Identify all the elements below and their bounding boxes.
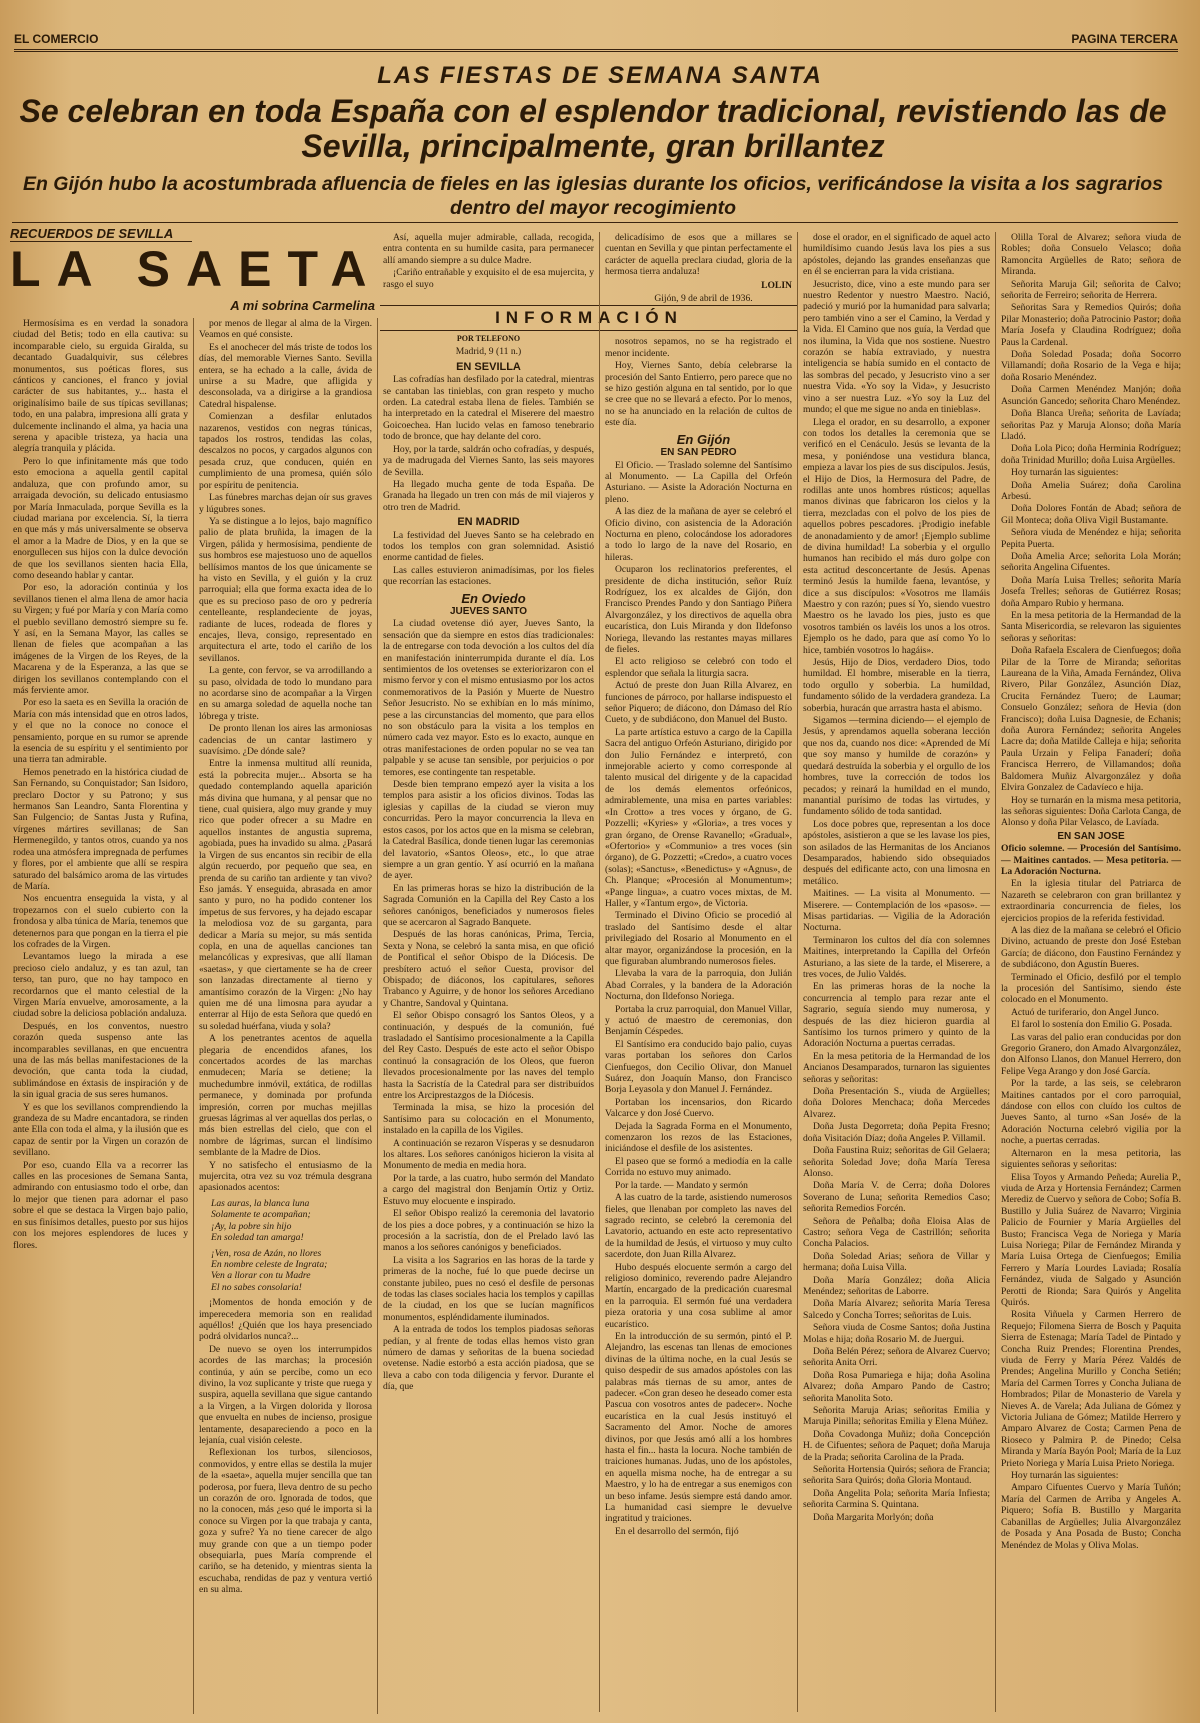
saeta-verse — [211, 1248, 372, 1294]
news-paragraph: El señor Obispo realizó la ceremonia del lavatorio de los pies a doce pobres, y a continuación se hizo la procesión a la sacristía, don de el Prelado lavó las manos a los señores canónigos y beneficiados. — [383, 1208, 594, 1254]
news-paragraph: Llevaba la vara de la parroquia, don Julián Abad Corrales, y la bandera de la Adoración Nocturna, don Ildefonso Noriega. — [605, 968, 792, 1003]
news-paragraph: Doña María González; doña Alicia Menéndez; señoritas de Laborre. — [803, 1274, 990, 1297]
verse-line: En soledad tan amarga! — [211, 1232, 304, 1244]
saeta-column-2 — [194, 318, 378, 1714]
running-head — [14, 32, 1178, 52]
news-paragraph: Rosita Viñuela y Carmen Herrero de Requejo; Filomena Sierra de Bosch y Paquita Sierra de Estenaga; María Tadel de Pintado y Concha Ruiz Prendes; Florentina Prendes, viuda de Ferry y María Pérez Valdés de Prendes; Angelina Murillo y Concha Setién; María del Carmen Torres y Concha Juliana de Hombrados; Pilar de Monasterio de Varela y Nieves A. de Varela; Ada Juliana de Gómez y Victoria Juliana de Gómez; Matilde Herrero y Amparo Alvarez de Costa; Carmen Pena de Rioseco y Palmira P. de Pinedo; Celsa Miranda y María Bayón Pool; María de la Luz Prieto Noriega y María Luisa Prieto Noriega. — [1001, 1309, 1181, 1469]
news-paragraph: Por la tarde, a las cuatro, hubo sermón del Mandato a cargo del magistral don Benjamín Ortiz y Ortiz. Estuvo muy elocuente e inspirado. — [383, 1172, 594, 1207]
saeta-paragraph: Por eso la saeta es en Sevilla la oración de María con más intensidad que en otros lados, y el que no la conoce no conoce el pensamiento, porque en su rumor se aprende la esencia de su espíritu y el sentimiento por una tierra tan admirable. — [13, 697, 188, 766]
news-paragraph: Hoy, por la tarde, saldrán ocho cofradías, y después, ya de madrugada del Viernes Santo, las seis mayores de Sevilla. — [383, 443, 594, 478]
section-kicker: LAS FIESTAS DE SEMANA SANTA — [377, 62, 823, 89]
saeta-signature: LOLIN — [761, 279, 792, 291]
verse-line: Solamente te acompañan; — [211, 1209, 311, 1221]
news-paragraph: Terminada la misa, se hizo la procesión del Santísimo para su colocación en el Monumento, instalado en la capilla de los Vigiles. — [383, 1102, 594, 1137]
news-paragraph: Hoy turnarán las siguientes: — [1011, 467, 1119, 479]
news-paragraph: Elisa Toyos y Armando Peñeda; Aurelia P., viuda de Arza y Hortensia Fernández; Carmen Merediz de Cuervo y señora de Cobo; Sofía B. Bustillo y Julia Suárez de Navarro; Virginia Palicio de Fournier y María Argüelles del Busto; Francisca Vega de Noriega y María Luisa Noriega; Pilar de Fernández Miranda y María Luisa Ortega de Cienfuegos; Emilia Ferrero y María Lourdes Laviada; Rosalía Fernández, viuda de Salgado y Asunción Perotti de Rionda; Sara Quirós y Angelita Quirós. — [1001, 1171, 1181, 1308]
saeta-paragraph: La gente, con fervor, se va arrodillando a su paso, olvidada de todo lo mundano para no acordarse sino de acompañar a la Virgen en su amarga soledad de aquella noche tan lóbrega y triste. — [199, 665, 372, 722]
saeta-title: LA SAETA — [10, 241, 383, 297]
news-paragraph: El farol lo sostenía don Emilio G. Posada. — [1011, 1019, 1173, 1031]
news-paragraph: Doña Amelia Suárez; doña Carolina Arbesú. — [1001, 479, 1181, 502]
news-paragraph: Señorita Maruja Arias; señoritas Emilia y Maruja Pinilla; señoritas Emilia y Elena Múñez. — [803, 1405, 990, 1428]
news-paragraph: En la mesa petitoria de la Hermandad de los Ancianos Desamparados, turnaron las siguientes señoras y señoritas: — [803, 1050, 990, 1085]
news-paragraph: Actuó de turiferario, don Angel Junco. — [1011, 1006, 1159, 1018]
saeta-paragraph: Y es que los sevillanos comprendiendo la grandeza de su Madre encantadora, se rinden ante Ella con toda el alma, y la ilusión que es capaz de sentir por la Virgen un corazón de sevillano. — [13, 1101, 188, 1159]
saeta-dateline: Gijón, 9 de abril de 1936. — [654, 293, 753, 305]
saeta-paragraph: Las fúnebres marchas dejan oír sus graves y lúgubres sones. — [199, 492, 372, 515]
news-paragraph: dose el orador, en el significado de aquel acto humildísimo cuando Jesús lava los pies a sus apóstoles, dejando las grandes enseñanzas que en él se encierran para la vida cristiana. — [803, 232, 990, 278]
news-paragraph: Doña Lola Pico; doña Herminia Rodríguez; doña Trinidad Murillo; doña Luisa Argüelles. — [1001, 443, 1181, 466]
news-paragraph: Desde bien temprano empezó ayer la visita a los templos para asistir a los oficios divinos. Todas las iglesias y capillas de la ciudad se vieron muy concurridas. Pero la mayor concurrencia la lleva en estos casos, por los actos que en la misma se celebran, la Catedral Basílica, donde tienen lugar las ceremonias del lavatorio, «Santos Oleos», etc., lo que atrae siempre a un gran gentío. Y así ocurrió en la mañana de ayer. — [383, 779, 594, 882]
news-paragraph: Los doce pobres que, representan a los doce apóstoles, asistieron a que se les lavase los pies, son asilados de las Hermanitas de los Ancianos Desamparados, habiendo sido obsequiados después del edificante acto, con una limosna en metálico. — [803, 818, 990, 887]
news-paragraph: Por la tarde, a las seis, se celebraron Maitines cantados por el coro parroquial, dándose con ellos con cluído los cultos de Jueves Santo, al turno «San José» de la Adoración Nocturna celebró vigilia por la noche, a puertas cerradas. — [1001, 1078, 1181, 1147]
saeta-paragraph: A los penetrantes acentos de aquella plegaria de encendidos afanes, los concertados acordes de las marchas enmudecen; María se detiene; la muchedumbre inmóvil, extática, de rodillas permanece, y dominada por profunda impresión, corren por muchas mejillas gruesas lágrimas al ver aquellas dos perlas, o más bien estrellas del cielo, que con el nombre de lágrimas, surcan el lindísimo semblante de la Madre de Dios. — [199, 1033, 372, 1159]
news-paragraph: En las primeras horas de la noche la concurrencia al templo para rezar ante el Sagrario, seguía siendo muy numerosa, y después de las diez hicieron guardia al Santísimo los turnos primero y quinto de la Adoración Nocturna a puertas cerradas. — [803, 981, 990, 1050]
column-6 — [996, 232, 1186, 1712]
news-paragraph: Las cofradías han desfilado por la catedral, mientras se cantaban las tinieblas, con gran respeto y mucho orden. La catedral estaba llena de fieles. También se ha interpretado en la catedral el Miserere del maestro Goicoechea. Han lucido velas en famoso tenebrario todo de bronce, que hay delante del coro. — [383, 374, 594, 443]
news-paragraph: Portaba la cruz parroquial, don Manuel Villar, y actuó de maestro de ceremonias, don Benjamín Céspedes. — [605, 1003, 792, 1038]
news-paragraph: Ha llegado mucha gente de toda España. De Granada ha llegado un tren con más de mil viajeros y otro tren de Madrid. — [383, 478, 594, 513]
saeta-column-1 — [8, 318, 194, 1714]
news-paragraph: Doña Faustina Ruiz; señoritas de Gil Gelaera; señorita Soledad Jove; doña María Teresa Alonso. — [803, 1145, 990, 1179]
news-paragraph: Doña Carmen Menéndez Manjón; doña Asunción Gancedo; señorita Charo Menéndez. — [1001, 384, 1181, 407]
news-paragraph: Sigamos —termina diciendo— el ejemplo de Jesús, y aprendamos aquella soberana lección que nos da, cuando nos dice: «Aprended de Mí que soy manso y humilde de corazón» y quedará destruída la soberbia y el orgullo de los hombres, tuve la corrección de todos los pecados; y reinará la humildad en el mundo, manantial purísimo de todas las virtudes, y fundamento sólido de toda santidad. — [803, 715, 990, 818]
news-paragraph: La parte artística estuvo a cargo de la Capilla Sacra del antiguo Orfeón Asturiano, dirigido por don Julio Fernández e interpretó, con inmejorable acierto y como corresponde al talento musical del dirigente y de la capacidad de los demás elementos orfeónicos, admirablemente, una misa en partes variables: «In Crotto» a tres voces y órgano, de G. Pozzelli; «Kyries» y «Gloria», a tres voces y gran órgano, de Orense Ravanello; «Gradual», «Ofertorio» y «Communio» a tres voces (sin órgano), de G. Pozzetti; «Credo», a cuatro voces (solas); «Sanctus», «Benedictus» y «Agnus», de Ch. Planque; «Procesión al Monumentum»; «Pange lingua», a cuatro voces mixtas, de M. Haller, y «Tantum ergo», de Victoria. — [605, 726, 792, 909]
news-paragraph: El Oficio. — Traslado solemne del Santísimo al Monumento. — La Capilla del Orfeón Asturiano. — Asiste la Adoración Nocturna en pleno. — [605, 459, 792, 505]
news-paragraph: Jesús, Hijo de Dios, verdadero Dios, todo humildad. El hombre, miserable en la tierra, todo orgullo y soberbia. La humildad, fundamento sólido de la verdadera grandeza. La soberbia, huracán que arrastra hasta el abismo. — [803, 657, 990, 714]
news-paragraph: Doña María V. de Cerra; doña Dolores Soverano de Luna; señorita Remedios Caso; señorita Remedios Forcén. — [803, 1180, 990, 1215]
news-paragraph: Dejada la Sagrada Forma en el Monumento, comenzaron los rezos de las Estaciones, iniciándose el desfile de los asistentes. — [605, 1120, 792, 1155]
informacion-title: INFORMACIÓN — [380, 305, 798, 331]
news-paragraph: Señorita Hortensia Quirós; señora de Francia; señorita Sara Quirós; doña Gloria Montaud. — [803, 1464, 990, 1487]
news-paragraph: Señora viuda de Menéndez e hija; señorita Pepita Puerta. — [1001, 527, 1181, 550]
saeta-paragraph: Pero lo que infinitamente más que todo esto emociona a aquella gentil capital andaluza, que con profundo amor, su arraigada devoción, su delicado entusiasmo por María Inmaculada, porque Sevilla es la ciudad mariana por excelencia. Sí, la tierra en que más y más universalmente se observa el amor a la Madre de Dios, y en la que se enorgullecen sus hijos con la dulce devoción de que los sevillanos sienten hacia Ella, como deseando hablar y cantar. — [13, 455, 188, 581]
news-paragraph: Terminado el Divino Oficio se procedió al traslado del Santísimo desde el altar privilegiado del Rosario al Monumento en el altar mayor, organizándose la procesión, en la que figuraban alumbrando numerosos fieles. — [605, 910, 792, 967]
saeta-paragraph: ¡Momentos de honda emoción y de imperecedera memoria son en realidad aquéllos! ¿Quién que los haya presenciado podrá olvidarlos nunca?... — [199, 1297, 372, 1343]
news-paragraph: Llega el orador, en su desarrollo, a exponer con todos los detalles la ceremonia que se verificó en el Cenáculo. Jesús se levanta de la mesa, y poniéndose una vestidura blanca, empieza a lavar los pies de sus discípulos. Jesús, el Hijo de Dios, la Hermosura del Padre, de rodillas ante unos hombres rústicos; aquellas manos divinas que fabricaron los cielos y la tierra, mezcladas con el polvo de los pies de aquellos pobres pescadores. ¡Prodigio inefable de anonadamiento y de amor! ¡Ejemplo sublime de divina humildad! La soberbia y el orgullo humanos han recibido el más duro golpe con esta actitud desconcertante de Jesús. Apenas terminó Jesús la humilde faena, levantóse, y dice a sus discípulos: «Vosotros me llamáis Maestro y con razón; pues sí Yo, siendo vuestro Maestro os he lavado los pies, justo es que vosotros también os lavéis los unos a los otros. Ejemplo os he dado, para que así como Yo lo hice, también vosotros lo hagáis». — [803, 416, 990, 656]
verse-line: ¡Ay, la pobre sin hijo — [211, 1220, 292, 1232]
saeta-verse — [211, 1198, 372, 1244]
news-paragraph: El paseo que se formó a mediodía en la calle Corrida no estuvo muy animado. — [605, 1155, 792, 1179]
saeta-paragraph: Hermosísima es en verdad la sonadora ciudad del Betis; todo en ella cautiva: su incomparable cielo, su erguida Giralda, su decantado Guadalquivir, sus célebres monumentos, sus poéticas flores, sus cánticos y canciones, el franco y jovial carácter de sus habitantes, y... hasta el originalísimo baile de sus típicas sevillanas; todo, en una palabra, impresiona allí grata y dulcemente inclinando el alma, ya hacia una serena y apacible tristeza, ya hacia una alegría tranquila y plácida. — [13, 318, 188, 455]
saeta-paragraph: por menos de llegar al alma de la Virgen. Veamos en qué consiste. — [199, 318, 372, 341]
saeta-paragraph: Y no satisfecho el entusiasmo de la mujercita, otra vez su voz trémula desgrana apasionados acentos: — [199, 1159, 372, 1194]
news-paragraph: La festividad del Jueves Santo se ha celebrado en todos los templos con gran solemnidad. Asistió enorme cantidad de fieles. — [383, 529, 594, 564]
news-paragraph: A las cuatro de la tarde, asistiendo numerosos fieles, que llenaban por completo las naves del sagrado recinto, se celebró la ceremonia del Lavatorio, actuando en este acto representativo de la humildad de Jesús, el virtuoso y muy culto sacerdote, don Juan Rilla Alvarez. — [605, 1192, 792, 1261]
news-paragraph: En la mesa petitoria de la Hermandad de la Santa Misericordia, se relevaron las siguientes señoras y señoritas: — [1001, 610, 1181, 644]
saeta-paragraph: Hemos penetrado en la histórica ciudad de San Fernando, su Conquistador; San Isidoro, preclaro Doctor y su Patrono; y sus hermanos San Leandro, Santa Florentina y San Fulgencio; de Santas Justa y Rufina, vírgenes mártires sevillanas; de San Hermenegildo, y tantos otros, cuando ya nos rodea una atmósfera impregnada de perfumes y flores, por el ambiente que allí se respira saturado del balsámico aroma de las virtudes de María. — [13, 766, 189, 892]
news-paragraph: Señorita Maruja Gil; señorita de Calvo; señorita de Ferreiro; señorita de Herrera. — [1001, 278, 1181, 302]
news-paragraph: Hubo después elocuente sermón a cargo del religioso dominico, reverendo padre Alejandro Martín, encargado de la predicación cuaresmal en la parroquia. El sermón fué una verdadera pieza oratoria y una cosa sublime al amor eucarístico. — [605, 1261, 792, 1330]
madrid-dateline: Madrid, 9 (11 n.) — [455, 346, 522, 358]
news-paragraph: Las calles estuvieron animadísimas, por los fieles que recorrían las estaciones. — [383, 564, 594, 588]
saeta-paragraph: Entre la inmensa multitud allí reunida, está la pobrecita mujer... Absorta se ha quedado contemplando aquella aparición más divina que humana, y al pensar que no tiene, cual quisiera, algo muy grande y muy rico que poder ofrecer a su Madre en aquellos instantes de angustia suprema, agobiada, pues ha invadido su alma. ¿Pasará la Virgen de sus encantos sin recibir de ella algún recuerdo, por pequeño que sea, en prenda de su cariño tan ardiente y tan vivo? Eso jamás. Y enseguida, abrasada en amor santo y puro, no ha podido contener los ímpetus de sus fervores, y ha dejado escapar la melodiosa voz de su garganta, para dedicar a María su mejor, su más sentida copla, en una de aquellas canciones tan melancólicas y expresivas, que allí llaman «saetas», y que ciertamente se ha de creer son lanzadas directamente al tierno y amantísimo corazón de la Virgen: ¿No hay quien me dé una limosna para ayudar a enterrar al Hijo de esta Señora que quedó en su soledad huérfana, viuda y sola? — [199, 758, 372, 1032]
news-paragraph: En la introducción de su sermón, pintó el P. Alejandro, las escenas tan llenas de emociones divinas de la última noche, en la cual Jesús se quiso despedir de sus amados apóstoles con las palabras más tiernas de su amor, antes de padecer. «Con gran deseo he deseado comer esta Pascua con vosotros antes de padecer». Noche eucarística en la cual Jesús instituyó el Sacramento del Amor. Noche de amores divinos, por que Jesús amó allí a los hombres hasta el fin... hasta la locura. Noche también de traiciones humanas. Judas, uno de los apóstoles, en aquella misma noche, ha de entregar a su Maestro, y lo ha de entregar a sus enemigos con un beso infame. Jesús siempre está dando amor. La humanidad casi siempre le devuelve ingratitud y traiciones. — [605, 1330, 792, 1525]
news-paragraph: A la entrada de todos los templos piadosas señoras pedían, y al frente de todas ellas hemos visto gran número de damas y señoritas de la buena sociedad ovetense. Nadie estorbó a esta acción piadosa, que se lleva a cabo con toda diligencia y fervor. Durante el día, que — [383, 1324, 594, 1393]
saeta-dedication: A mi sobrina Carmelina — [230, 298, 375, 313]
verse-line: ¡Ven, rosa de Azán, no llores — [211, 1247, 322, 1259]
verse-line: En nombre celeste de Ingrata; — [211, 1258, 328, 1270]
news-paragraph: Doña Blanca Ureña; señorita de Lavíada; señoritas Paz y Maruja Alonso; doña María Lladó. — [1001, 408, 1181, 442]
saeta-paragraph: Es el anochecer del más triste de todos los días, del memorable Viernes Santo. Sevilla entera, se ha echado a la calle, ávida de unirse a su Madre, que afligida y desconsolada, va a dirigirse a la grandiosa Catedral hispalense. — [199, 341, 372, 410]
saeta-paragraph: Comienzan a desfilar enlutados nazarenos, vestidos con negras túnicas, tapados los rostros, tendidas las colas, descalzos no pocos, y cargados algunos con pesada cruz, que conducen, quién en cumplimiento de una promesa, quién sólo por espíritu de penitencia. — [199, 411, 372, 491]
news-paragraph: Doña María Luisa Trelles; señorita María Josefa Trelles; señoras de Gutiérrez Rosas; doña Amparo Rubio y hermana. — [1001, 574, 1181, 609]
saeta-series-label: RECUERDOS DE SEVILLA — [10, 226, 192, 242]
news-paragraph: La visita a los Sagrarios en las horas de la tarde y primeras de la noche, fué lo que puede decirse un constante jubileo, pues no cesó el desfile de personas de todas las clases sociales hacia los templos y capillas de la ciudad, en los que se lucían magníficos monumentos, espléndidamente iluminados. — [383, 1254, 594, 1323]
saeta-paragraph: De nuevo se oyen los interrumpidos acordes de las marchas; la procesión continúa, y aún se percibe, como un eco divino, la voz suplicante y triste que ruega y suspira, aquella sevillana que sigue cantando a la Virgen, a la Virgen dolorida y llorosa que envuelta en nubes de incienso, prosigue lentamente, desapareciendo a poco en la lejanía, cual visión celeste. — [199, 1343, 372, 1446]
news-paragraph: Doña Rosa Pumariega e hija; doña Asolina Alvarez; doña Amparo Pando de Castro; señorita Manolita Soto. — [803, 1369, 990, 1404]
news-paragraph: El Santísimo era conducido bajo palio, cuyas varas portaban los señores don Carlos Cienfuegos, don Cecilio Olivar, don Manuel Suárez, don Joaquín Manso, don Francisco Borja Leyasola y don Manuel J. Fernández. — [605, 1038, 792, 1096]
page-number: PAGINA TERCERA — [1071, 32, 1178, 46]
saeta-paragraph: Después, en los conventos, nuestro corazón queda suspenso ante las incomparables sevillanas, en que encuentra una de las más bellas manifestaciones de la devoción, que canta toda la ciudad, sublimándose en éxtasis de inspiración y de la sin igual gracia de sus seres humanos. — [13, 1020, 188, 1101]
news-paragraph: Doña Justa Degorreta; doña Pepita Fresno; doña Visitación Díaz; doña Angeles P. Villamil. — [803, 1121, 990, 1144]
news-paragraph: El acto religioso se celebró con todo el esplendor que señala la liturgia sacra. — [605, 656, 792, 679]
news-paragraph: Alternaron en la mesa petitoria, las siguientes señoras y señoritas: — [1001, 1147, 1181, 1171]
news-paragraph: Jesucristo, dice, vino a este mundo para ser nuestro Redentor y nuestro Maestro. Nació, padeció y murió por la humanidad para salvarla; pero también vino a ser el Camino, la Verdad y la Vida. El Camino que nos guía, la Verdad que nos ilumina, la Vida que nos sostiene. Nuestro corazón se había extraviado, y nuestra inteligencia se había sumido en el contacto de las sombras del pecado, y Jesucristo vino a ser nuestra Vida. «Yo soy la Vida», y Jesucristo vino a ser nuestra Luz. «Yo soy la Luz del mundo; el que me sigue no anda en tinieblas». — [803, 278, 990, 416]
news-paragraph: Doña Covadonga Muñiz; doña Concepción H. de Cifuentes; señora de Paquet; doña Maruja de la Prada; señorita Carolina de la Prada. — [803, 1428, 990, 1463]
news-paragraph: En las primeras horas se hizo la distribución de la Sagrada Comunión en la Capilla del Rey Casto a los señores canónigos, beneficiados y numerosos fieles que se acercaron al Sagrado Banquete. — [383, 882, 594, 928]
news-paragraph: A continuación se rezaron Vísperas y se desnudaron los altares. Los señores canónigos hicieron la visita al Monumento de media en media hora. — [383, 1137, 594, 1172]
news-paragraph: Doña María Alvarez; señorita María Teresa Salcedo y Concha Torres; señoritas de Luis. — [803, 1298, 990, 1321]
news-paragraph: Señoritas Sara y Remedios Quirós; doña Pilar Monasterio; doña Patrocinio Pastor; doña María Josefa y Claudina Rodríguez; doña Paus la Cardenal. — [1001, 302, 1181, 348]
news-paragraph: A las diez de la mañana de ayer se celebró el Oficio divino, con asistencia de la Adoración Nocturna en pleno, colocándose los adoradores a todo lo largo de la nave del Rosario, en hileras. — [605, 506, 792, 563]
saeta-paragraph: Por eso, cuando Ella va a recorrer las calles en las procesiones de Semana Santa, admirando con entusiasmo todo el orbe, dan lo mejor que tienen para adornar el paso sobre el que se destaca la Virgen bajo palio, en sus finísimos detalles, puesto por sus hijos con los mejores esplendores de luces y flores. — [13, 1159, 188, 1251]
news-paragraph: Las varas del palio eran conducidas por don Gregorio Granero, don Amado Alvargonzález, don Alfonso Llanos, don Manuel Herrero, don Felipe Vega Arango y don José García. — [1001, 1031, 1181, 1077]
column-3 — [378, 232, 600, 1712]
news-paragraph: Portaban los incensarios, don Ricardo Valcarce y don José Cuervo. — [605, 1096, 792, 1120]
news-paragraph: Doña Amelia Arce; señorita Lola Morán; señorita Angelina Cifuentes. — [1001, 550, 1181, 574]
saeta-paragraph: Por eso, la adoración continúa y los sevillanos tienen el alma llena de amor hacia su Virgen; y fué por María y con María como el pueblo sevillano demostró siempre su fe. Y así, en la Semana Mayor, las calles se llenan de fieles que acompañan a las imágenes de la Virgen de los Reyes, de la Macarena y de la Esperanza, a las que se dirigen los sevillanos contemplando con el más ferviente amor. — [13, 582, 188, 696]
news-paragraph: Señora de Peñalba; doña Eloisa Alas de Castro; señora Vega de Castrillón; señorita Concha Palacios. — [803, 1215, 990, 1250]
saeta-paragraph: Reflexionan los turbos, silenciosos, conmovidos, y entre ellas se destila la mujer de la «saeta», aquella mujer sencilla que tan poderosa, por fuera, lleva dentro de su pecho un corazón de oro. Ignorada de todos, que no la conocen, más ¿eso qué le importa si la conoce su Virgen por la que trabaja y canta, goza y sufre? Ya no tiene carecer de algo muy grande con que a un tiempo poder obsequiarla, pues María comprende el cariño, se ha detenido, y mientras sienta la escuchaba, rendidas de paz y ventura vertió en su alma. — [199, 1447, 372, 1596]
news-paragraph: Hoy turnarán las siguientes: — [1011, 1470, 1119, 1482]
news-paragraph: Doña Belén Pérez; señora de Alvarez Cuervo; señorita Anita Orri. — [803, 1346, 990, 1369]
news-paragraph: La ciudad ovetense dió ayer, Jueves Santo, la sensación que da siempre en estos días tradicionales: la de entregarse con toda devoción a los cultos del día en manifestación ininterrumpida durante el día. Los sentimientos de los ovetenses se exteriorizaron con el mismo fervor y con el mismo entusiasmo por los actos conmemorativos de la Pasión y Muerte de Nuestro Señor Jesucristo. No se exhibían en lo más mínimo, pese a las circunstancias del momento, que para ellos no son obstáculo para la visita a los templos en número cada vez mayor. Esto es lo exacto, aunque en otras manifestaciones de orden popular no se vea tan palpable y se acuse tan sensible, por perjuicios o por temores, ese contingente tan respetable. — [383, 618, 594, 778]
verse-line: Las auras, la blanca luna — [211, 1197, 310, 1209]
column-4 — [600, 232, 798, 1712]
newspaper-name: EL COMERCIO — [14, 32, 99, 46]
saeta-paragraph: Así, aquella mujer admirable, callada, recogida, entra contenta en su humilde casita, para permanecer allí amando siempre a su dulce Madre. — [383, 232, 594, 266]
saeta-paragraph: Levantamos luego la mirada a ese precioso cielo andaluz, y es tan azul, tan terso, tan puro, que no hay tampoco en recordarnos que el manto celestial de la Virgen María envuelve, amorosamente, a la ciudad sobre la deliciosa población andaluza. — [13, 951, 188, 1020]
news-paragraph: nosotros sepamos, no se ha registrado el menor incidente. — [605, 336, 792, 359]
gijon-heading: En Gijón — [676, 431, 731, 447]
news-paragraph: Hoy se turnarán en la misma mesa petitoria, las señoras siguientes: Doña Carlota Canga, de Alonso y doña Pilar Velasco, de Lavíada. — [1001, 794, 1181, 829]
news-paragraph: En el desarrollo del sermón, fijó — [615, 1525, 739, 1537]
news-paragraph: Doña Soledad Arias; señora de Villar y hermana; doña Luisa Villa. — [803, 1250, 990, 1274]
news-section-subheading: JUEVES SANTO — [449, 605, 528, 617]
saeta-paragraph: ¡Cariño entrañable y exquisito el de esa mujercita, y rasgo el suyo — [383, 267, 594, 290]
column-5 — [798, 232, 996, 1712]
main-headline: Se celebran en toda España con el esplendor tradicional, revistiendo las de Sevilla, principalmente, gran brillantez — [19, 93, 1167, 164]
news-paragraph: Señora viuda de Cosme Santos; doña Justina Molas e hija; doña Rosario M. de Juergui. — [803, 1322, 990, 1345]
saeta-paragraph: Nos encuentra enseguida la vista, y al tropezarnos con el suelo cubierto con la frondosa y alba túnica de María, tenemos que detenernos para que pongan en la tierra el pie los cofrades de la Virgen. — [13, 893, 188, 950]
saeta-paragraph: De pronto llenan los aires las armoniosas cadencias de un cantar lastimero y suavísimo. ¿De dónde sale? — [199, 723, 372, 758]
news-paragraph: Doña Soledad Posada; doña Socorro Villamandí; doña Rosario de la Vega e hija; doña Rosario Menéndez. — [1001, 349, 1181, 383]
saeta-paragraph: delicadísimo de esos que a millares se cuentan en Sevilla y que pintan perfectamente el carácter de aquella preclara ciudad, gloria de la hermosa tierra andaluza! — [605, 232, 792, 278]
san-pedro-heading: EN SAN PEDRO — [660, 447, 737, 459]
news-paragraph: Doña Angelita Pola; señorita María Infiesta; señorita Carmina S. Quintana. — [803, 1487, 990, 1511]
san-jose-lead: Oficio solemne. — Procesión del Santísimo. — Maitines cantados. — Mesa petitoria. — La Adoración Nocturna. — [1001, 843, 1181, 877]
news-paragraph: Doña Rafaela Escalera de Cienfuegos; doña Pilar de la Torre de Miranda; señoritas Laureana de la Viña, Amada Fernández, Oliva Rivero, Pilar González, Asunción Díaz, Crucita Fernández Tuero; de Laumar; Consuelo González; señora de Hevia (don Francisco); doña Luisa Dagnesie, de Echanis; doña Aurora Fernández; señorita Angeles Lacre da; doña Matilde Calleja e hija; señorita Paula Urzain y Felipa Fanaderí; doña Francisca Herrero, de Villamandos; doña Baldomera Muñiz Alvargonzález y doña Elvira Gonzalez de Cadavíeco e hija. — [1001, 645, 1181, 794]
news-paragraph: Terminado el Oficio, desfiló por el templo la procesión del Santísimo, siendo éste colocado en el Monumento. — [1001, 971, 1181, 1006]
news-paragraph: En la iglesia titular del Patriarca de Nazareth se celebraron con gran brillantez y extraordinaria concurrencia de fieles, los ejercicios propios de la referida festividad. — [1001, 878, 1181, 924]
news-paragraph: Doña Presentación S., viuda de Argüelles; doña Dolores Menchaca; doña Mercedes Alvarez. — [803, 1086, 990, 1120]
header-rule — [12, 222, 1178, 223]
verse-line: Ven a llorar con tu Madre — [211, 1270, 311, 1282]
san-jose-heading: EN SAN JOSE — [1057, 830, 1125, 842]
news-section-heading: En Oviedo — [461, 590, 526, 606]
verse-line: El no sabes consolaria! — [211, 1281, 302, 1293]
news-paragraph: Actuó de preste don Juan Rilla Alvarez, en funciones de párroco, por hallarse indispuesto el señor Piquero; de diácono, don Dámaso del Río Cueto, y de subdiácono, don Manuel del Busto. — [605, 680, 792, 726]
news-paragraph: Doña Margarita Morlyón; doña — [813, 1511, 934, 1523]
news-paragraph: Olilla Toral de Alvarez; señora viuda de Robles; doña Consuelo Velasco; doña Ramoncita Argüelles de Rato; señora de Miranda. — [1001, 232, 1181, 278]
news-paragraph: A las diez de la mañana se celebró el Oficio Divino, actuando de preste don José Esteban García; de diácono, don Faustino Fernández y de subdiácono, don Agustín Bueres. — [1001, 924, 1181, 971]
subheadline: En Gijón hubo la acostumbrada afluencia de fieles en las iglesias durante los oficios, verificándose la visita a los sagrarios dentro del mayor recogimiento — [22, 173, 1164, 219]
news-paragraph: Maitines. — La visita al Monumento. — Miserere. — Contemplación de los «pasos». — Misas partidarias. — Vigilia de la Adoración Nocturna. — [803, 888, 990, 934]
news-paragraph: Ocuparon los reclinatorios preferentes, el presidente de dicha institución, señor Ruíz Rodríguez, los ex alcaldes de Gijón, don Francisco Prendes Pando y don Santiago Piñera Alvargonzález, y los directivos de aquella obra eucarística, don Luis Miranda y don Ildefonso Noriega, llevando las restantes mayas millares de fieles. — [605, 564, 792, 655]
news-section-heading: EN SEVILLA — [456, 360, 521, 373]
news-paragraph: Doña Dolores Fontán de Abad; señora de Gil Monteca; doña Oliva Vigil Bustamante. — [1001, 503, 1181, 526]
wire-label: POR TELEFONO — [456, 334, 521, 344]
news-paragraph: Amparo Cifuentes Cuervo y María Tuñón; María del Carmen de Arriba y Angeles A. Piquero; Sofía B. Bustillo y Margarita Cabanillas de Argüelles; Julia Alvargonzález de Posada y Ana Posada de Busto; Concha Menéndez de Molas y Oliva Molas. — [1001, 1482, 1181, 1551]
saeta-paragraph: Ya se distingue a lo lejos, bajo magnífico palio de plata bruñida, la imagen de la Virgen, pálida y hermosísima, pendiente de sus hombros ese majestuoso uno de aquellos bellísimos mantos de los que únicamente se ha visto en Sevilla, y el guión y la cruz parroquial; ella que forma exacta idea de lo que es su precioso paso de oro y pedrería centelleante, resplandeciente de joyas, radiante de luces, rodeada de flores y encajes, lleva, consigo, representado en arquitectura el arte, todo el cariño de los sevillanos. — [199, 515, 372, 664]
news-paragraph: Terminaron los cultos del día con solemnes Maitines, interpretando la Capilla del Orfeón Asturiano, a las siete de la tarde, el Miserere, a tres voces, de Julio Valdés. — [803, 934, 990, 980]
news-section-heading: EN MADRID — [457, 516, 520, 529]
news-paragraph: Después de las horas canónicas, Prima, Tercia, Sexta y Nona, se celebró la santa misa, en que ofició de Pontifical el señor Obispo de la Diócesis. De presbítero actuó el señor Cuesta, provisor del Obispado; de diáconos, los capitulares, señores Trabanco y Aguirre, y de honor los señores Arcediano y Chantre, Sandoval y Quintana. — [383, 929, 594, 1009]
news-paragraph: Hoy, Viernes Santo, debía celebrarse la procesión del Santo Entierro, pero parece que no se hizo gestión alguna en tal sentido, por lo que se cree que no se llevará a efecto. Por lo menos, no se ha anunciado en la relación de cultos de este día. — [605, 360, 793, 429]
news-paragraph: El señor Obispo consagró los Santos Oleos, y a continuación, y después de la comunión, fué trasladado el Santísimo procesionalmente a la Capilla del Rey Casto. Después de este acto el señor Obispo continuó la consagración de los Oleos, que fueron llevados procesionalmente por las naves del templo hasta la Sacristía de la Catedral para ser distribuídos entre los Arciprestazgos de la Diócesis. — [383, 1010, 594, 1102]
news-paragraph: Por la tarde. — Mandato y sermón — [615, 1179, 748, 1191]
